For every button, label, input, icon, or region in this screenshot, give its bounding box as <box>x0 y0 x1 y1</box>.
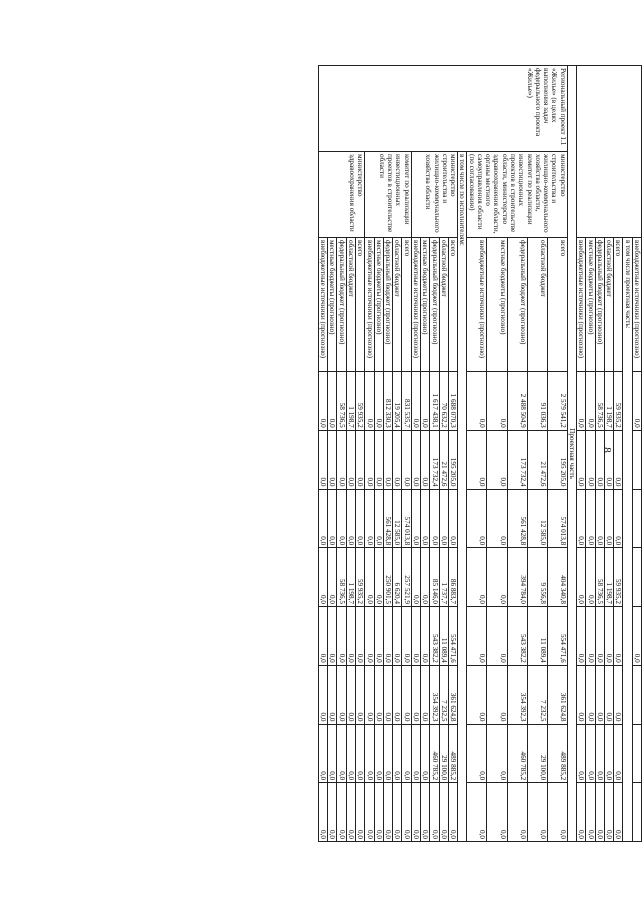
value-cell: 0,0 <box>356 783 365 842</box>
value-cell: 0,0 <box>586 665 595 724</box>
value-cell: 0,0 <box>346 783 355 842</box>
value-cell: 0,0 <box>402 430 411 489</box>
value-cell: 0,0 <box>586 783 595 842</box>
value-cell: 0,0 <box>318 548 327 607</box>
value-cell: 0,0 <box>595 724 604 783</box>
value-cell: 561 428,8 <box>507 489 527 548</box>
value-cell: 0,0 <box>365 783 374 842</box>
value-cell: 0,0 <box>411 783 420 842</box>
value-cell: 0,0 <box>328 372 337 431</box>
value-cell: 85 146,0 <box>430 548 439 607</box>
executor-name: министерство здравоохранения области <box>318 152 364 238</box>
value-cell: 0,0 <box>411 548 420 607</box>
value-cell: 29 100,0 <box>527 724 547 783</box>
value-cell <box>632 430 641 489</box>
value-cell: 19 205,4 <box>393 372 402 431</box>
value-cell: 0,0 <box>604 665 613 724</box>
value-cell: 0,0 <box>328 430 337 489</box>
value-cell: 0,0 <box>318 430 327 489</box>
value-cell: 0,0 <box>577 548 586 607</box>
funding-source-label: областной бюджет <box>604 238 613 372</box>
value-cell: 0,0 <box>577 665 586 724</box>
value-cell: 554 471,6 <box>448 607 457 666</box>
funding-source-label: областной бюджет <box>439 238 448 372</box>
value-cell: 11 089,4 <box>527 607 547 666</box>
value-cell: 0,0 <box>614 783 623 842</box>
value-cell: 0,0 <box>595 489 604 548</box>
value-cell: 0,0 <box>586 489 595 548</box>
funding-source-label: внебюджетные источники (прогнозно) <box>318 238 327 372</box>
value-cell: 0,0 <box>393 607 402 666</box>
value-cell: 0,0 <box>374 489 383 548</box>
value-cell: 0,0 <box>595 607 604 666</box>
value-cell: 460 785,2 <box>507 724 527 783</box>
funding-source-label: областной бюджет <box>393 238 402 372</box>
value-cell: 0,0 <box>356 607 365 666</box>
value-cell: 59 935,2 <box>614 372 623 431</box>
funding-source-label: федеральный бюджет (прогнозно) <box>595 238 604 372</box>
value-cell: 0,0 <box>595 665 604 724</box>
value-cell: 0,0 <box>393 724 402 783</box>
value-cell: 543 382,2 <box>507 607 527 666</box>
value-cell: 354 392,3 <box>430 665 439 724</box>
value-cell: 0,0 <box>586 607 595 666</box>
value-cell: 0,0 <box>374 665 383 724</box>
value-cell: 812 330,3 <box>383 372 392 431</box>
value-cell: 0,0 <box>487 783 507 842</box>
funding-source-label: местные бюджеты (прогнозно) <box>328 238 337 372</box>
value-cell: 404 340,8 <box>547 548 567 607</box>
budget-table <box>318 65 642 842</box>
value-cell: 0,0 <box>614 607 623 666</box>
empty-cell <box>577 66 642 238</box>
value-cell: 0,0 <box>356 430 365 489</box>
value-cell: 0,0 <box>448 489 457 548</box>
value-cell: 0,0 <box>318 607 327 666</box>
value-cell: 0,0 <box>420 430 429 489</box>
section-title: Проектная часть <box>567 66 576 842</box>
value-cell: 59 935,2 <box>356 548 365 607</box>
value-cell <box>632 724 641 783</box>
value-cell: 0,0 <box>448 783 457 842</box>
value-cell: 554 471,6 <box>547 607 567 666</box>
value-cell: 0,0 <box>365 724 374 783</box>
value-cell: 0,0 <box>487 430 507 489</box>
value-cell: 0,0 <box>577 430 586 489</box>
value-cell: 0,0 <box>420 665 429 724</box>
value-cell: 0,0 <box>507 783 527 842</box>
value-cell: 173 732,4 <box>430 430 439 489</box>
value-cell: 173 732,4 <box>507 430 527 489</box>
value-cell: 0,0 <box>420 724 429 783</box>
executor-name: комитет по реализации инвестиционных проектов в строительстве области <box>365 152 411 238</box>
funding-source-label: местные бюджеты (прогнозно) <box>374 238 383 372</box>
value-cell: 0,0 <box>577 607 586 666</box>
value-cell: 361 624,8 <box>547 665 567 724</box>
executors-title: в том числе по исполнителям: <box>458 152 467 842</box>
table-row <box>448 66 457 842</box>
value-cell <box>632 489 641 548</box>
funding-source-label: федеральный бюджет (прогнозно) <box>430 238 439 372</box>
funding-source-label: внебюджетные источники (прогнозно) <box>467 238 487 372</box>
value-cell: 543 382,2 <box>430 607 439 666</box>
value-cell: 21 472,6 <box>439 430 448 489</box>
value-cell: 0,0 <box>604 430 613 489</box>
value-cell: 0,0 <box>487 372 507 431</box>
value-cell: 86 883,7 <box>448 548 457 607</box>
value-cell: 0,0 <box>318 665 327 724</box>
value-cell: 0,0 <box>374 724 383 783</box>
funding-source-label: федеральный бюджет (прогнозно) <box>507 238 527 372</box>
funding-source-label: всего <box>614 238 623 372</box>
funding-source-label: всего <box>547 238 567 372</box>
value-cell: 11 089,4 <box>439 607 448 666</box>
value-cell: 195 205,0 <box>448 430 457 489</box>
table-row <box>547 66 567 842</box>
value-cell: 0,0 <box>328 724 337 783</box>
value-cell: 0,0 <box>356 665 365 724</box>
executor-name: министерство строительства и жилищно-коммунального хозяйства области <box>411 152 457 238</box>
project-name: Региональный проект 1.1 «Жилье» (в целях выполнения задач федерального проекта «Жилье») <box>318 66 567 152</box>
value-cell: 0,0 <box>411 489 420 548</box>
value-cell: 0,0 <box>467 783 487 842</box>
value-cell: 29 100,0 <box>439 724 448 783</box>
value-cell: 0,0 <box>346 489 355 548</box>
value-cell: 0,0 <box>577 724 586 783</box>
value-cell: 0,0 <box>383 724 392 783</box>
value-cell: 394 784,0 <box>507 548 527 607</box>
value-cell: 0,0 <box>420 489 429 548</box>
table-row <box>632 66 641 842</box>
value-cell: 0,0 <box>467 724 487 783</box>
value-cell: 0,0 <box>393 665 402 724</box>
value-cell: 0,0 <box>614 489 623 548</box>
value-cell: 0,0 <box>365 489 374 548</box>
value-cell: 0,0 <box>337 489 346 548</box>
value-cell: 0,0 <box>467 665 487 724</box>
value-cell: 0,0 <box>328 607 337 666</box>
funding-source-label: местные бюджеты (прогнозно) <box>586 238 595 372</box>
value-cell: 0,0 <box>393 783 402 842</box>
value-cell: 561 428,8 <box>383 489 392 548</box>
value-cell: 0,0 <box>604 607 613 666</box>
value-cell: 0,0 <box>411 724 420 783</box>
value-cell: 0,0 <box>318 372 327 431</box>
value-cell: 2 488 504,9 <box>507 372 527 431</box>
value-cell: 195 205,0 <box>547 430 567 489</box>
value-cell: 58 736,5 <box>595 548 604 607</box>
value-cell: 0,0 <box>430 489 439 548</box>
value-cell: 70 632,2 <box>439 372 448 431</box>
value-cell: 0,0 <box>411 430 420 489</box>
value-cell: 58 736,5 <box>337 548 346 607</box>
value-cell: 21 472,6 <box>527 430 547 489</box>
value-cell: 0,0 <box>337 783 346 842</box>
value-cell: 0,0 <box>467 607 487 666</box>
value-cell: 354 392,3 <box>507 665 527 724</box>
value-cell: 91 036,3 <box>527 372 547 431</box>
value-cell: 0,0 <box>439 489 448 548</box>
value-cell: 58 736,5 <box>337 372 346 431</box>
value-cell: 7 232,5 <box>527 665 547 724</box>
value-cell: 0,0 <box>577 489 586 548</box>
executors-title-row <box>458 66 467 842</box>
table-row <box>356 66 365 842</box>
value-cell: 574 013,8 <box>402 489 411 548</box>
subsection-label: в том числе проектная часть: <box>623 238 632 842</box>
value-cell: 0,0 <box>383 607 392 666</box>
funding-source-label: федеральный бюджет (прогнозно) <box>337 238 346 372</box>
value-cell: 0,0 <box>586 724 595 783</box>
value-cell: 0,0 <box>420 783 429 842</box>
value-cell: 0,0 <box>346 724 355 783</box>
value-cell: 0,0 <box>411 607 420 666</box>
value-cell: 1 198,7 <box>346 372 355 431</box>
value-cell: 489 885,2 <box>547 724 567 783</box>
value-cell: 59 935,2 <box>356 372 365 431</box>
value-cell: 0,0 <box>420 607 429 666</box>
value-cell: 0,0 <box>365 607 374 666</box>
budget-table-container <box>110 65 642 841</box>
value-cell: 9 556,8 <box>527 548 547 607</box>
value-cell: 0,0 <box>614 430 623 489</box>
value-cell: 0,0 <box>328 665 337 724</box>
funding-source-label: всего <box>448 238 457 372</box>
value-cell: 0,0 <box>586 548 595 607</box>
funding-source-label: федеральный бюджет (прогнозно) <box>383 238 392 372</box>
value-cell: 0,0 <box>411 372 420 431</box>
funding-source-label: областной бюджет <box>346 238 355 372</box>
value-cell: 7 232,5 <box>439 665 448 724</box>
value-cell <box>632 548 641 607</box>
value-cell: 0,0 <box>547 783 567 842</box>
value-cell: 0,0 <box>346 607 355 666</box>
value-cell: 0,0 <box>402 607 411 666</box>
value-cell: 0,0 <box>614 724 623 783</box>
value-cell: 0,0 <box>374 372 383 431</box>
value-cell: 0,0 <box>467 548 487 607</box>
value-cell: 1 617 438,1 <box>430 372 439 431</box>
value-cell: 0,0 <box>374 783 383 842</box>
value-cell: 0,0 <box>420 372 429 431</box>
value-cell: 0,0 <box>328 489 337 548</box>
value-cell: 0,0 <box>487 607 507 666</box>
value-cell: 0,0 <box>365 665 374 724</box>
value-cell: 0,0 <box>365 430 374 489</box>
value-cell: 0,0 <box>402 724 411 783</box>
value-cell: 574 013,8 <box>547 489 567 548</box>
value-cell: 0,0 <box>527 783 547 842</box>
funding-source-label: местные бюджеты (прогнозно) <box>420 238 429 372</box>
value-cell: 0,0 <box>365 548 374 607</box>
value-cell: 0,0 <box>411 665 420 724</box>
section-title-row <box>567 66 576 842</box>
value-cell: 831 535,7 <box>402 372 411 431</box>
value-cell: 0,0 <box>337 430 346 489</box>
value-cell: 0,0 <box>328 548 337 607</box>
value-cell: 0,0 <box>487 665 507 724</box>
value-cell: 0,0 <box>337 607 346 666</box>
value-cell: 0,0 <box>430 783 439 842</box>
funding-source-label: всего <box>356 238 365 372</box>
value-cell: 0,0 <box>374 607 383 666</box>
value-cell: 0,0 <box>595 430 604 489</box>
value-cell: 58 736,5 <box>595 372 604 431</box>
value-cell: 0,0 <box>604 489 613 548</box>
value-cell: 250 901,5 <box>383 548 392 607</box>
value-cell: 1 688 070,3 <box>448 372 457 431</box>
value-cell: 0,0 <box>632 372 641 431</box>
project-executor: министерство строительства и жилищно-коммунального хозяйства области, комитет по реализации инвестиционных проектов в строительстве области, министерство здравоохранения области, органы местного самоуправления области (по согласованию) <box>467 152 567 238</box>
value-cell: 0,0 <box>420 548 429 607</box>
value-cell: 1 198,7 <box>604 372 613 431</box>
value-cell: 0,0 <box>318 489 327 548</box>
value-cell: 0,0 <box>577 783 586 842</box>
value-cell: 6 620,4 <box>393 548 402 607</box>
value-cell: 0,0 <box>586 430 595 489</box>
funding-source-label: областной бюджет <box>527 238 547 372</box>
value-cell: 1 198,7 <box>604 548 613 607</box>
value-cell: 0,0 <box>586 372 595 431</box>
value-cell: 0,0 <box>467 430 487 489</box>
value-cell: 0,0 <box>383 665 392 724</box>
value-cell: 0,0 <box>328 783 337 842</box>
value-cell: 489 885,2 <box>448 724 457 783</box>
value-cell: 0,0 <box>318 783 327 842</box>
value-cell: 0,0 <box>318 724 327 783</box>
value-cell: 0,0 <box>467 372 487 431</box>
value-cell: 0,0 <box>402 665 411 724</box>
value-cell: 361 624,8 <box>448 665 457 724</box>
value-cell: 460 785,2 <box>430 724 439 783</box>
value-cell: 0,0 <box>632 607 641 666</box>
value-cell: 0,0 <box>487 489 507 548</box>
page-number: 8 <box>600 447 613 453</box>
value-cell: 0,0 <box>614 665 623 724</box>
table-row <box>402 66 411 842</box>
value-cell: 0,0 <box>383 783 392 842</box>
value-cell: 0,0 <box>595 783 604 842</box>
funding-source-label: всего <box>402 238 411 372</box>
value-cell: 0,0 <box>337 724 346 783</box>
funding-source-label: внебюджетные источники (прогнозно) <box>632 238 641 372</box>
value-cell: 2 579 541,2 <box>547 372 567 431</box>
value-cell: 0,0 <box>356 724 365 783</box>
value-cell: 12 585,0 <box>393 489 402 548</box>
value-cell: 0,0 <box>487 724 507 783</box>
value-cell: 0,0 <box>346 430 355 489</box>
value-cell: 0,0 <box>365 372 374 431</box>
value-cell: 0,0 <box>577 372 586 431</box>
value-cell: 0,0 <box>374 548 383 607</box>
value-cell: 0,0 <box>383 430 392 489</box>
value-cell <box>632 665 641 724</box>
value-cell: 0,0 <box>439 783 448 842</box>
value-cell: 1 737,7 <box>439 548 448 607</box>
value-cell: 59 935,2 <box>614 548 623 607</box>
value-cell: 0,0 <box>402 783 411 842</box>
funding-source-label: внебюджетные источники (прогнозно) <box>577 238 586 372</box>
value-cell: 257 521,9 <box>402 548 411 607</box>
value-cell: 0,0 <box>337 665 346 724</box>
value-cell: 0,0 <box>356 489 365 548</box>
value-cell: 0,0 <box>467 489 487 548</box>
value-cell: 12 585,0 <box>527 489 547 548</box>
value-cell: 0,0 <box>487 548 507 607</box>
value-cell: 1 198,7 <box>346 548 355 607</box>
value-cell: 0,0 <box>346 665 355 724</box>
value-cell: 0,0 <box>604 783 613 842</box>
value-cell <box>632 783 641 842</box>
funding-source-label: местные бюджеты (прогнозно) <box>487 238 507 372</box>
funding-source-label: внебюджетные источники (прогнозно) <box>365 238 374 372</box>
value-cell: 0,0 <box>393 430 402 489</box>
value-cell: 0,0 <box>604 724 613 783</box>
funding-source-label: внебюджетные источники (прогнозно) <box>411 238 420 372</box>
value-cell: 0,0 <box>374 430 383 489</box>
